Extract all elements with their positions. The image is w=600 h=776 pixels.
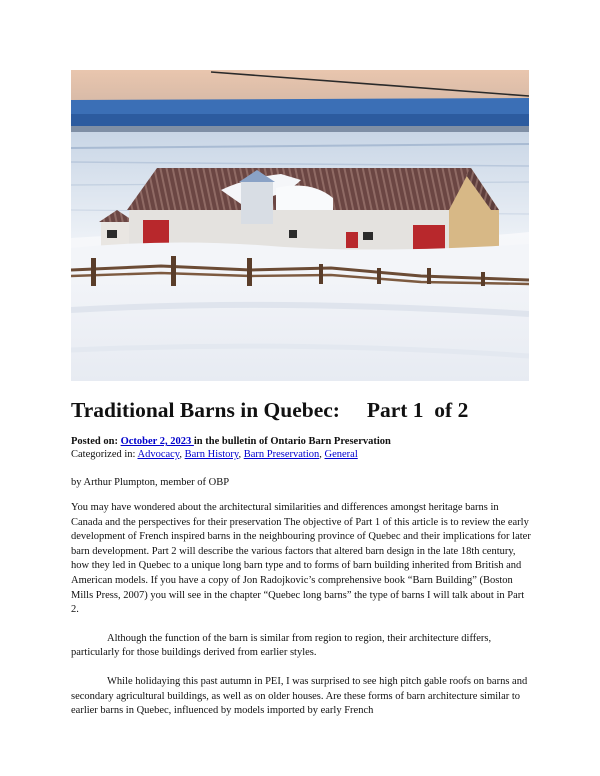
article-meta — [71, 435, 541, 461]
categorized-label: Categorized in: — [71, 449, 136, 460]
category-link-barn-history[interactable]: Barn History — [184, 449, 239, 460]
paragraph: You may have wondered about the architectural similarities and differences amongst heritage barns in Canada and the perspectives for their preservation The objective of Part 1 of this article is to review the early development of French inspired barns in the neighbouring province of Quebec and their implications for later barn development. Part 2 will describe the various factors that altered barn design in the late 18th century, how they led in Quebec to a unique long barn type and to forms of barn building inherited from British and American models. If you have a copy of Jon Radojkovic’s comprehensive book “Barn Building” (Boston Mills Press, 2007) you will see in the chapter “Quebec long barns” the type of barns I will talk about in Part 2. — [71, 502, 531, 616]
category-link-advocacy[interactable]: Advocacy — [137, 449, 180, 460]
categories-line: Categorized in: Advocacy, Barn History, Barn Preservation, General — [71, 449, 358, 460]
posted-date-link[interactable]: October 2, 2023 — [120, 436, 194, 447]
paragraph: Although the function of the barn is similar from region to region, their architecture differs, particularly for those buildings derived from earlier styles. — [71, 632, 492, 659]
posted-label: Posted on: — [71, 436, 118, 447]
category-link-general[interactable]: General — [324, 449, 358, 460]
paragraph: While holidaying this past autumn in PEI, I was surprised to see high pitch gable roofs on barns and secondary agricultural buildings, as well as on older houses. Are these forms of barn architecture similar to earlier barns in Quebec, influenced by models imported by early French — [71, 675, 528, 717]
category-link-barn-preservation[interactable]: Barn Preservation — [243, 449, 320, 460]
posted-line — [71, 435, 541, 448]
barn-photo — [71, 70, 529, 381]
posted-suffix: in the bulletin of Ontario Barn Preservation — [193, 436, 391, 447]
article-title: Traditional Barns in Quebec: Part 1 of 2 — [71, 398, 469, 422]
author-byline: by Arthur Plumpton, member of OBP — [71, 477, 230, 488]
article-body — [71, 501, 531, 733]
